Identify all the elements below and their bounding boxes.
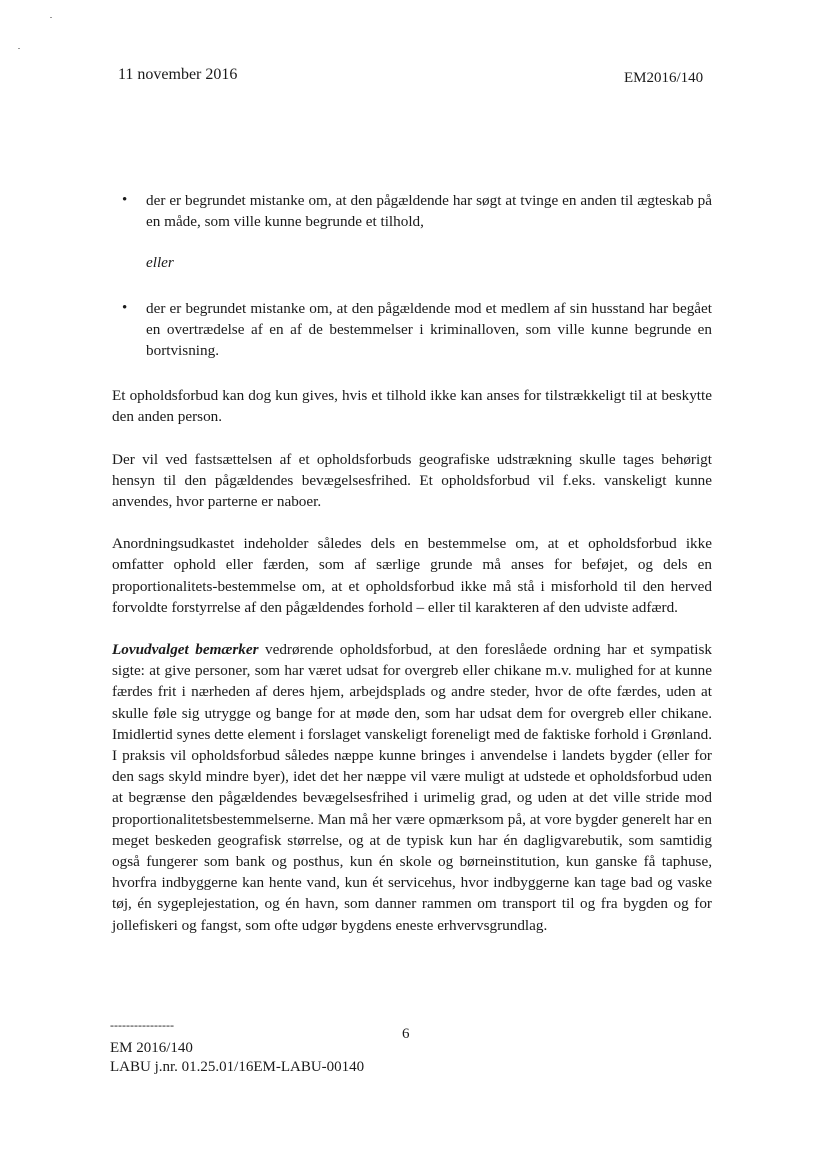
scan-speck	[18, 48, 20, 49]
page-number: 6	[402, 1026, 410, 1042]
header-reference: EM2016/140	[624, 70, 704, 86]
body-paragraph-final	[112, 639, 712, 936]
paragraph-text: vedrørende opholdsforbud, at den foreslåede ordning har et sympatisk sigte: at give personer, som har været udsat for overgreb eller chikane m.v. mulighed for at kunne færdes frit i nærheden af deres hjem, arbejdsplads og andre steder, hvor de ofte færdes, uden at skulle føle sig utrygge og bange for at møde den, som har udsat dem for overgreb eller chikane. Imidlertid synes dette element i forslaget vanskeligt foreneligt med de faktiske forhold i Grønland. I praksis vil opholdsforbud således næppe kunne bringes i anvendelse i landets bygder (eller for den sags skyld mindre byer), idet det her næppe vil være muligt at udstede et opholdsforbud uden at begrænse den pågældendes bevægelsesfrihed i urimelig grad, og uden at det ville stride mod proportionalitetsbestemmelserne. Man må her være opmærksom på, at vore bygder generelt har en meget beskeden geografisk størrelse, og at de typisk kun har én dagligvarebutik, som samtidig også fungerer som bank og posthus, kun én skole og børneinstitution, kun ganske få taphuse, hvorfra indbyggerne kan hente vand, kun ét servicehus, hvor indbyggerne kan tage bad og vaske tøj, én sygeplejestation, og én havn, som danner rammen om transport til og fra bygden og for jollefiskeri og fangst, som ofte udgør bygdens eneste erhvervsgrundlag.	[112, 641, 712, 934]
body-paragraph: Et opholdsforbud kan dog kun gives, hvis et tilhold ikke kan anses for tilstrækkeligt til at beskytte den anden person.	[112, 387, 712, 426]
bullet-text: der er begrundet mistanke om, at den pågældende har søgt at tvinge en anden til ægteskab på en måde, som ville kunne begrunde et tilhold,	[146, 192, 712, 231]
bullet-item	[112, 190, 712, 232]
document-body	[112, 190, 712, 936]
bullet-item	[112, 298, 712, 362]
scan-speck	[50, 17, 52, 18]
footer-case-number: EM 2016/140	[110, 1040, 193, 1056]
body-paragraph: Anordningsudkastet indeholder således dels en bestemmelse om, at et opholdsforbud ikke omfatter ophold eller færden, som af særlige grunde må anses for beføjet, og dels en proportionalitets-bestemmelse om, at et opholdsforbud ikke må stå i misforhold til den herved forvoldte forstyrrelse af den pågældendes forhold – eller til karakteren af den udviste adfærd.	[112, 535, 712, 616]
footer-rule: ----------------	[110, 1018, 174, 1032]
footer-journal-number: LABU j.nr. 01.25.01/16EM-LABU-00140	[110, 1059, 365, 1075]
body-paragraph: Der vil ved fastsættelsen af et opholdsforbuds geografiske udstrækning skulle tages behørigt hensyn til den pågældendes bevægelsesfrihed. Et opholdsforbud vil f.eks. vanskeligt kunne anvendes, hvor parterne er naboer.	[112, 450, 712, 511]
or-connector: eller	[146, 254, 174, 272]
bullet-icon: •	[122, 192, 128, 208]
header-date: 11 november 2016	[118, 66, 238, 83]
bullet-text: der er begrundet mistanke om, at den pågældende mod et medlem af sin husstand har begået en overtrædelse af en af de bestemmelser i kriminalloven, som ville kunne begrunde en bortvisning.	[146, 299, 712, 360]
bullet-icon: •	[122, 299, 128, 316]
paragraph-lead: Lovudvalget bemærker	[112, 641, 259, 659]
